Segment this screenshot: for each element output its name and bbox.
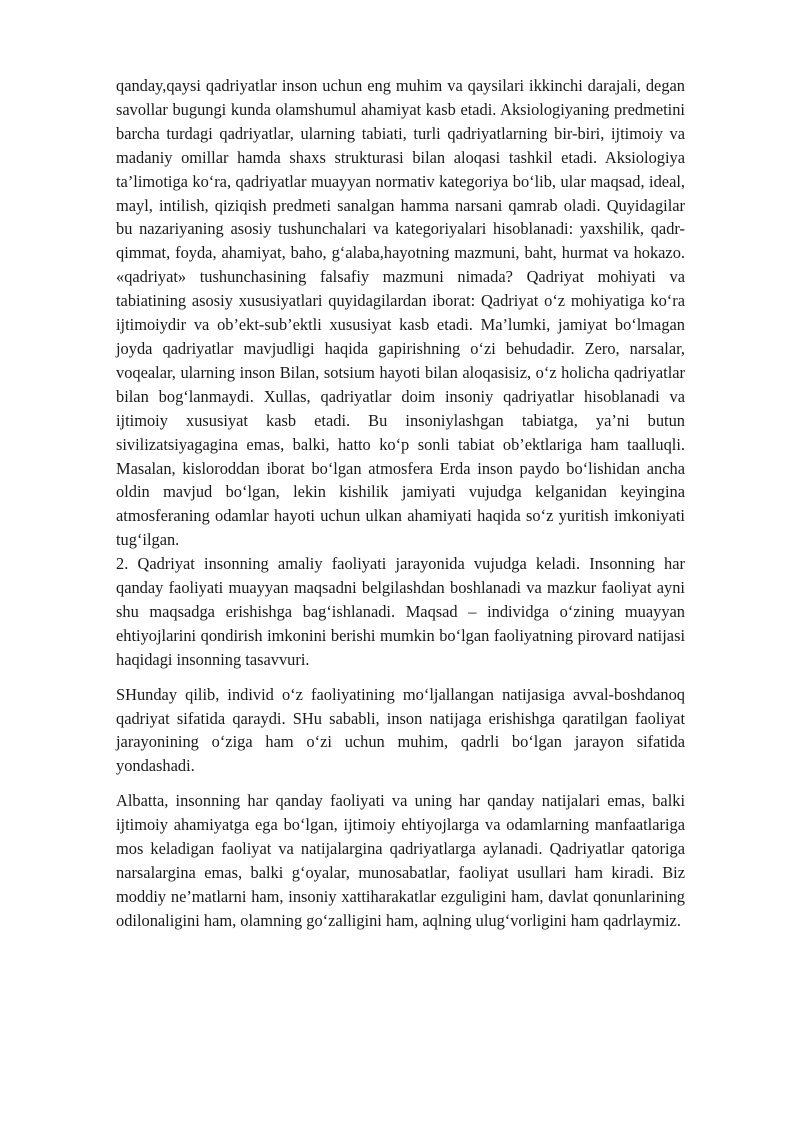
paragraph-2: 2. Qadriyat insonning amaliy faoliyati jarayonida vujudga keladi. Insonning har qanday faoliyati muayyan maqsadni belgilashdan boshlanadi va mazkur faoliyat ayni shu maqsadga erishishga bag‘ishlanadi. Maqsad – individga o‘zining muayyan ehtiyojlarini qondirish imkonini berishi mumkin bo‘lgan faoliyatning pirovard natijasi haqidagi insonning tasavvuri. — [116, 554, 685, 669]
paragraph-3: SHunday qilib, individ o‘z faoliyatining mo‘ljallangan natijasiga avval-boshdanoq qadriyat sifatida qaraydi. SHu sababli, inson natijaga erishishga qaratilgan faoliyat jarayonining o‘ziga ham o‘zi uchun muhim, qadrli bo‘lgan jarayon sifatida yondashadi. — [116, 684, 685, 776]
paragraph-1: qanday,qaysi qadriyatlar inson uchun eng muhim va qaysilari ikkinchi darajali, degan savollar bugungi kunda olamshumul ahamiyat kasb etadi. Aksiologiyaning predmetini barcha turdagi qadriyatlar, ularning tabiati, turli qadriyatlarning bir-biri, ijtimoiy va madaniy omillar hamda shaxs strukturasi bilan aloqasi tashkil etadi. Aksiologiya ta’limotiga ko‘ra, qadriyatlar muayyan normativ kategoriya bo‘lib, ular maqsad, ideal, mayl, intilish, qiziqish predmeti sanalgan hamma narsani qamrab oladi. Quyidagilar bu nazariyaning asosiy tushunchalari va kategoriyalari hisoblanadi: yaxshilik, qadr-qimmat, foyda, ahamiyat, baho, g‘alaba,hayotning mazmuni, baht, hurmat va hokazo. «qadriyat» tushunchasining falsafiy mazmuni nimada? Qadriyat mohiyati va tabiatining asosiy xususiyatlari quyidagilardan iborat: Qadriyat o‘z mohiyatiga ko‘ra ijtimoiydir va ob’ekt-sub’ektli xususiyat kasb etadi. Ma’lumki, jamiyat bo‘lmagan joyda qadriyatlar mavjudligi haqida gapirishning o‘zi behudadir. Zero, narsalar, voqealar, ularning inson Bilan, sotsium hayoti bilan aloqasisiz, o‘z holicha qadriyatlar bilan bog‘lanmaydi. Xullas, qadriyatlar doim insoniy qadriyatlar hisoblanadi va ijtimoiy xususiyat kasb etadi. Bu insoniylashgan tabiatga, ya’ni butun sivilizatsiyagagina emas, balki, hatto ko‘p sonli tabiat ob’ektlariga ham taalluqli. Masalan, kisloroddan iborat bo‘lgan atmosfera Erda inson paydo bo‘lishidan ancha oldin mavjud bo‘lgan, lekin kishilik jamiyati vujudga kelganidan keyingina atmosferaning odamlar hayoti uchun ulkan ahamiyati haqida so‘z yuritish imkoniyati tug‘ilgan. — [116, 76, 685, 550]
document-body — [116, 74, 685, 933]
paragraph-4: Albatta, insonning har qanday faoliyati va uning har qanday natijalari emas, balki ijtimoiy ahamiyatga ega bo‘lgan, ijtimoiy ehtiyojlarga va odamlarning manfaatlariga mos keladigan faoliyat va natijalargina qadriyatlarga aylanadi. Qadriyatlar qatoriga narsalargina emas, balki g‘oyalar, munosabatlar, faoliyat usullari ham kiradi. Biz moddiy ne’matlarni ham, insoniy xattiharakatlar ezguligini ham, davlat qonunlarining odilonaligini ham, olamning go‘zalligini ham, aqlning ulug‘vorligini ham qadrlaymiz. — [116, 791, 685, 930]
